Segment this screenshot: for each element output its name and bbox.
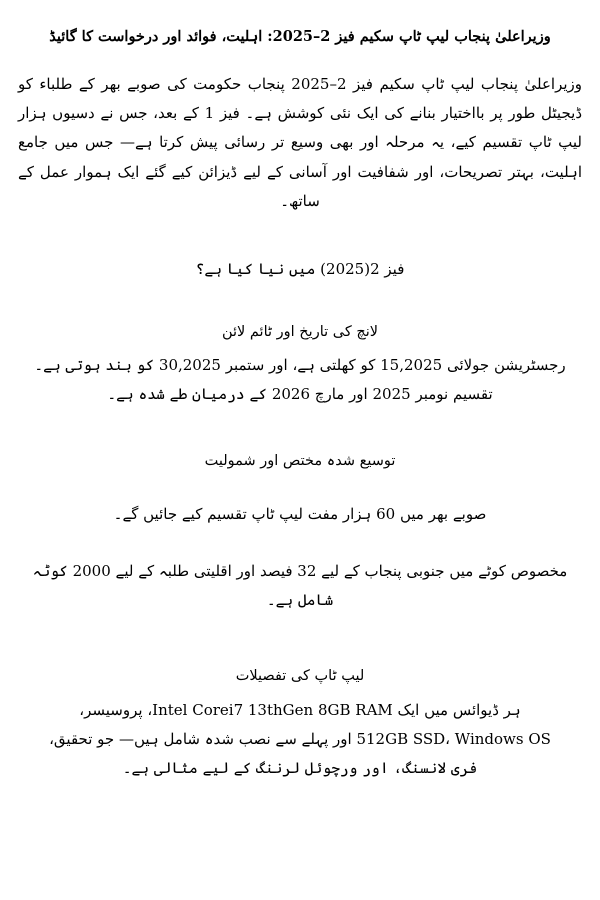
- launch-distribution-line: تقسیم نومبر 2025 اور مارچ 2026 کے درمیان طے شدہ ہے۔: [107, 385, 493, 404]
- spacer: [18, 480, 582, 500]
- page-title: وزیراعلیٰ پنجاب لیپ ٹاپ سکیم فیز 2–2025: اہلیت، فوائد اور درخواست کا گائیڈ: [49, 28, 551, 45]
- specs-line-3: فری لانسنگ، اور ورچوئل لرننگ کے لیے مثالی ہے۔: [122, 759, 478, 778]
- subheading-quota: توسیع شدہ مختص اور شمولیت: [204, 452, 396, 469]
- intro-paragraph: وزیراعلیٰ پنجاب لیپ ٹاپ سکیم فیز 2–2025 پنجاب حکومت کی صوبے بھر کے طلباء کو ڈیجیٹل طور پر بااختیار بنانے کی ایک نئی کوشش ہے۔ فیز 1 کے بعد، جس نے دسیوں ہزار لیپ ٹاپ تقسیم کیے، یہ مرحلہ اور بھی وسیع تر رسائی پیش کرتا ہے— جس میں جامع اہلیت، بہتر تصریحات، اور شفافیت اور آسانی کے لیے ڈیزائن کیے گئے ایک ہموار عمل کے ساتھ۔: [18, 74, 583, 210]
- subheading-specs: لیپ ٹاپ کی تفصیلات: [235, 668, 365, 685]
- spacer: [18, 438, 582, 448]
- quota-allocation-line: مخصوص کوٹے میں جنوبی پنجاب کے لیے 32 فیصد اور اقلیتی طلبہ کے لیے 2000 کوٹہ شامل ہے۔: [32, 561, 568, 610]
- spacer: [18, 309, 582, 319]
- spacer: [18, 643, 582, 663]
- section-heading-whats-new: فیز 2(2025) میں نیا کیا ہے؟: [195, 260, 405, 278]
- specs-line-2: 512GB SSD، Windows OS اور پہلے سے نصب شدہ شامل ہیں— جو تحقیق،: [49, 729, 551, 748]
- spacer: [18, 246, 582, 256]
- subheading-launch: لانچ کی تاریخ اور ٹائم لائن: [221, 324, 379, 340]
- launch-details: [18, 351, 582, 410]
- specs-details: [18, 696, 582, 784]
- quota-total-line: صوبے بھر میں 60 ہزار مفت لیپ ٹاپ تقسیم کیے جائیں گے۔: [113, 504, 487, 523]
- launch-registration-line: رجسٹریشن جولائی 15,2025 کو کھلتی ہے، اور ستمبر 30,2025 کو بند ہوتی ہے۔: [34, 356, 566, 375]
- specs-line-1: ہر ڈیوائس میں ایک Intel Corei7 13thGen 8GB RAM، پروسیسر،: [79, 700, 521, 719]
